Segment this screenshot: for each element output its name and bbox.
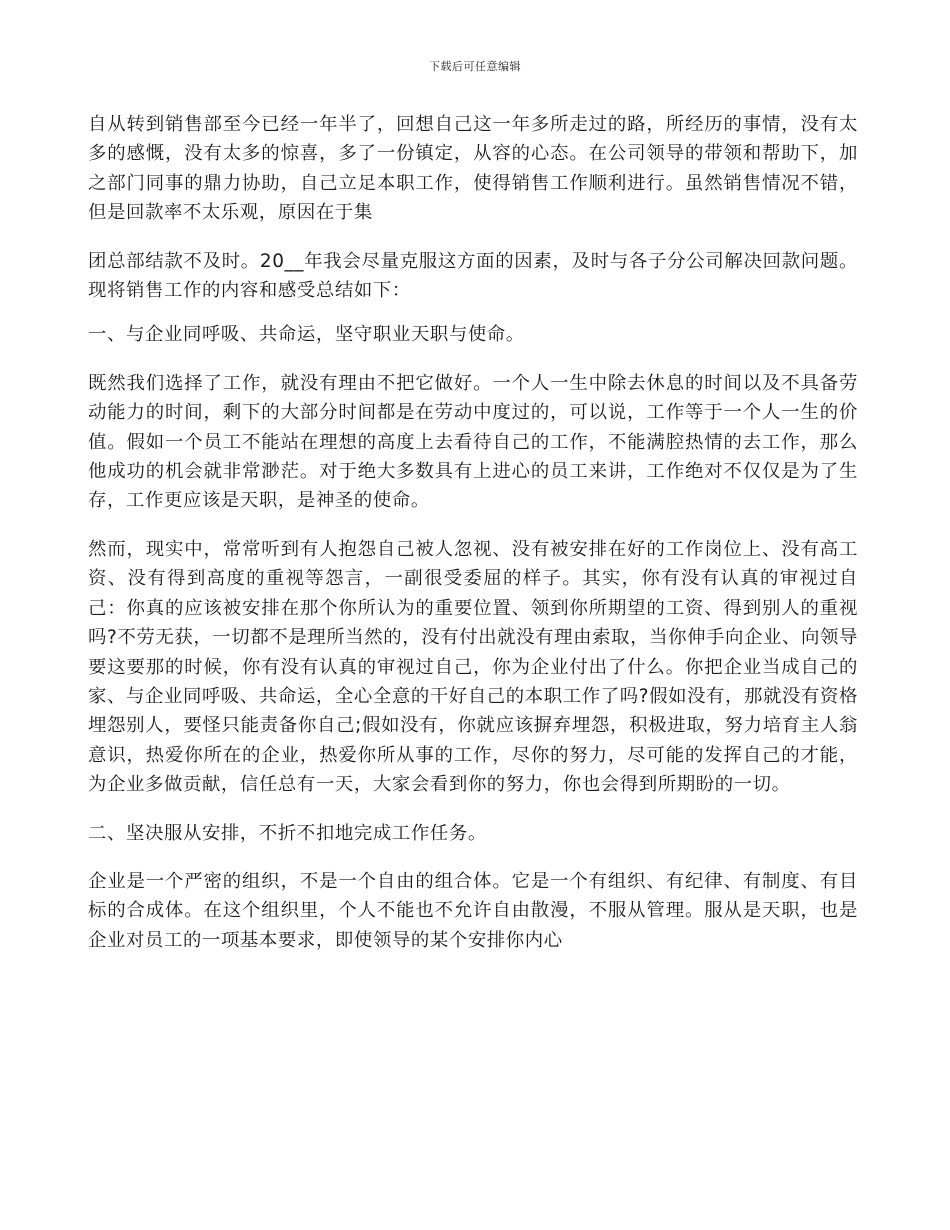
paragraph-intro-continued: 团总部结款不及时。20__年我会尽量克服这方面的因素，及时与各子分公司解决回款问题。现将销售工作的内容和感受总结如下： [88, 250, 858, 302]
page-header: 下载后可任意编辑 [429, 60, 521, 73]
section-heading-2: 二、坚决服从安排，不折不扣地完成工作任务。 [88, 822, 487, 844]
paragraph-section-2: 企业是一个严密的组织，不是一个自由的组合体。它是一个有组织、有纪律、有制度、有目标的合成体。在这个组织里，个人不能也不允许自由散漫，不服从管理。服从是天职，也是企业对员工的一项基本要求，即使领导的某个安排你内心 [88, 870, 858, 951]
section-heading-1: 一、与企业同呼吸、共命运，坚守职业天职与使命。 [88, 324, 525, 346]
paragraph-section-1-reflection: 然而，现实中，常常听到有人抱怨自己被人忽视、没有被安排在好的工作岗位上、没有高工资、没有得到高度的重视等怨言，一副很受委屈的样子。其实，你有没有认真的审视过自己：你真的应该被安排在那个你所认为的重要位置、领到你所期望的工资、得到别人的重视吗?不劳无获，一切都不是理所当然的，没有付出就没有理由索取，当你伸手向企业、向领导要这要那的时候，你有没有认真的审视过自己，你为企业付出了什么。你把企业当成自己的家、与企业同呼吸、共命运，全心全意的干好自己的本职工作了吗?假如没有，那就没有资格埋怨别人，要怪只能责备你自己;假如没有，你就应该摒弃埋怨，积极进取，努力培育主人翁意识，热爱你所在的企业，热爱你所从事的工作，尽你的努力，尽可能的发挥自己的才能，为企业多做贡献，信任总有一天，大家会看到你的努力，你也会得到所期盼的一切。 [88, 538, 858, 796]
paragraph-intro: 自从转到销售部至今已经一年半了，回想自己这一年多所走过的路，所经历的事情，没有太多的感慨，没有太多的惊喜，多了一份镇定，从容的心态。在公司领导的带领和帮助下，加之部门同事的鼎力协助，自己立足本职工作，使得销售工作顺利进行。虽然销售情况不错，但是回款率不太乐观，原因在于集 [88, 114, 858, 224]
paragraph-section-1: 既然我们选择了工作，就没有理由不把它做好。一个人一生中除去休息的时间以及不具备劳动能力的时间，剩下的大部分时间都是在劳动中度过的，可以说，工作等于一个人一生的价值。假如一个员工不能站在理想的高度上去看待自己的工作，不能满腔热情的去工作，那么他成功的机会就非常渺茫。对于绝大多数具有上进心的员工来讲，工作绝对不仅仅是为了生存，工作更应该是天职，是神圣的使命。 [88, 372, 858, 512]
document-body [88, 110, 858, 974]
